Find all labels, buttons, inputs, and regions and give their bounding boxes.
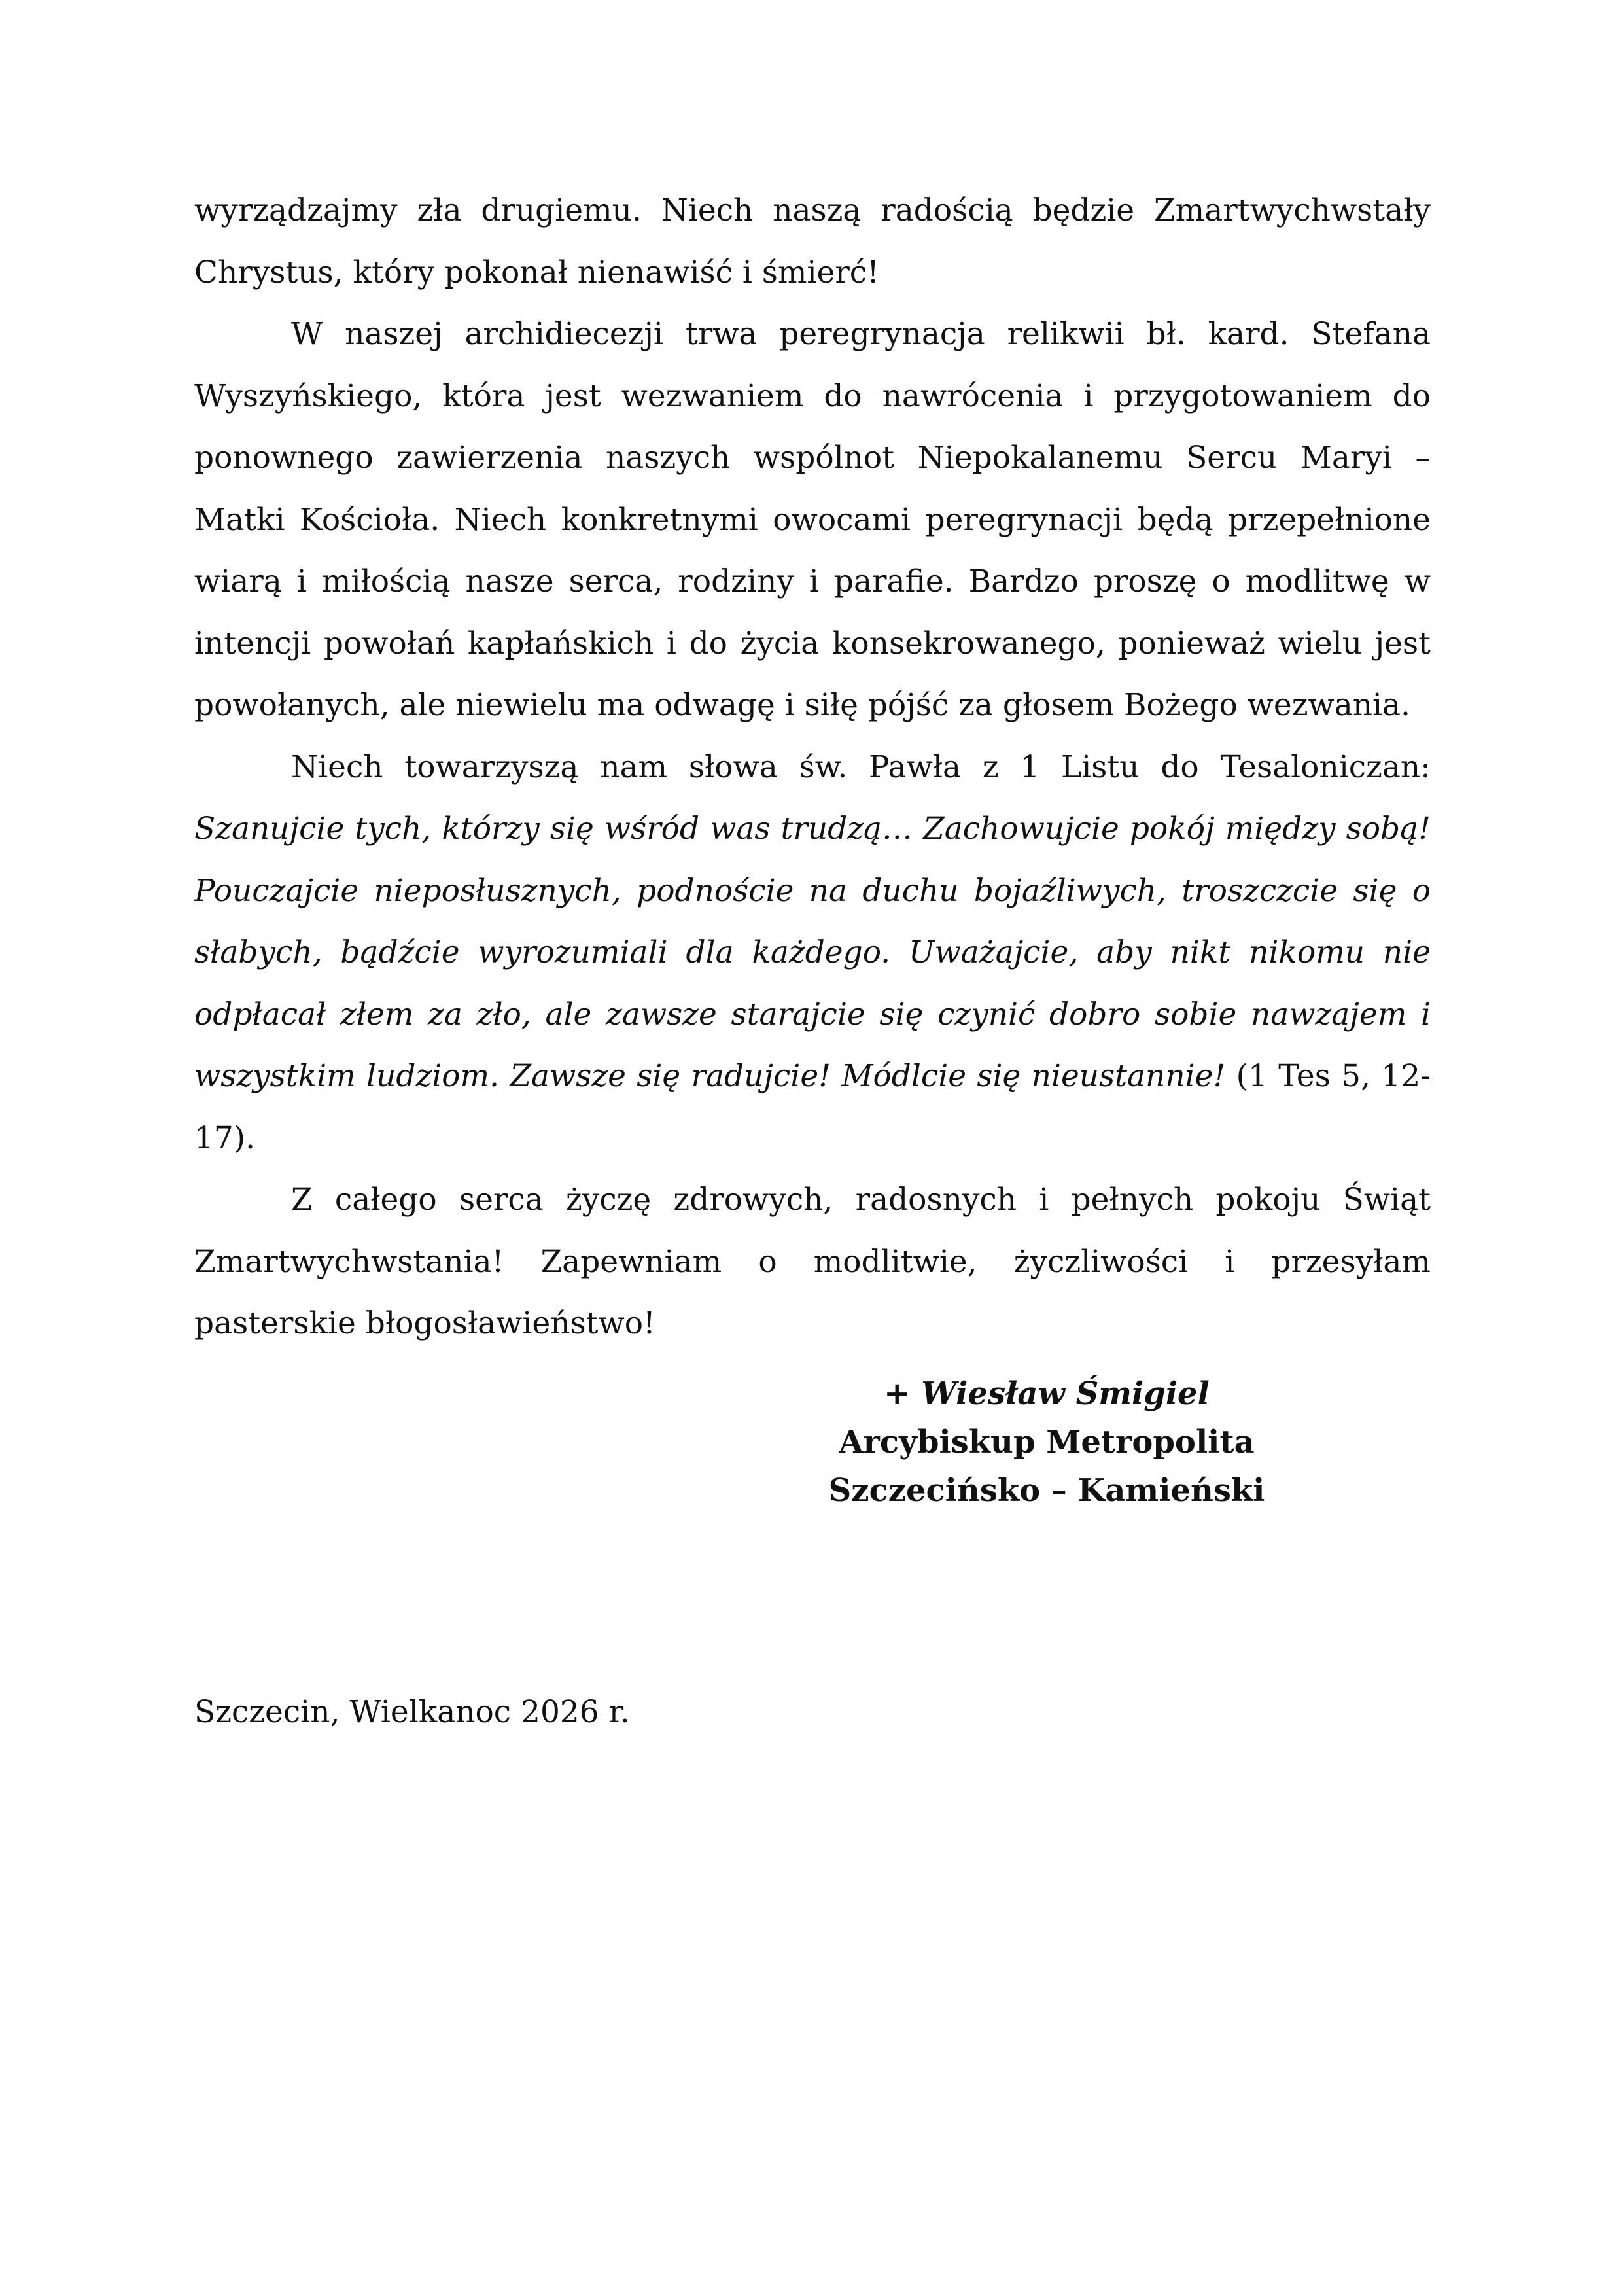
signature-block xyxy=(752,1369,1341,1515)
paragraph-wishes: Z całego serca życzę zdrowych, radosnych i pełnych pokoju Świąt Zmartwychwstania! Zapewniam o modlitwie, życzliwości i przesyłam pasterskie błogosławieństwo! xyxy=(194,1182,1431,1341)
signature-diocese: Szczecińsko – Kamieński xyxy=(828,1472,1265,1509)
scripture-quote: Szanujcie tych, którzy się wśród was trudzą… Zachowujcie pokój między sobą! Pouczajcie nieposłusznych, podnoście na duchu bojaźliwych, troszczcie się o słabych, bądźcie wyrozumiali dla każdego. Uważajcie, aby nikt nikomu nie odpłacał złem za zło, ale zawsze starajcie się czynić dobro sobie nawzajem i wszystkim ludziom. Zawsze się radujcie! Módlcie się nieustannie! xyxy=(194,811,1431,1094)
letter-body xyxy=(194,180,1431,1355)
signature-name: + Wiesław Śmigiel xyxy=(884,1375,1210,1412)
place-and-date: Szczecin, Wielkanoc 2026 r. xyxy=(194,1694,630,1730)
paragraph-scripture xyxy=(194,737,1431,1170)
signature-title: Arcybiskup Metropolita xyxy=(839,1424,1255,1460)
scripture-reference: (1 Tes 5, 12-17). xyxy=(194,1058,1431,1156)
paragraph-peregrination: W naszej archidiecezji trwa peregrynacja relikwii bł. kard. Stefana Wyszyńskiego, która jest wezwaniem do nawrócenia i przygotowaniem do ponownego zawierzenia naszych wspólnot Niepokalanemu Sercu Maryi – Matki Kościoła. Niech konkretnymi owocami peregrynacji będą przepełnione wiarą i miłością nasze serca, rodziny i parafie. Bardzo proszę o modlitwę w intencji powołań kapłańskich i do życia konsekrowanego, ponieważ wielu jest powołanych, ale niewielu ma odwagę i siłę pójść za głosem Bożego wezwania. xyxy=(194,316,1431,723)
paragraph-continuation: wyrządzajmy zła drugiemu. Niech naszą radością będzie Zmartwychwstały Chrystus, który pokonał nienawiść i śmierć! xyxy=(194,192,1431,291)
scripture-intro: Niech towarzyszą nam słowa św. Pawła z 1 Listu do Tesaloniczan: xyxy=(291,749,1431,785)
